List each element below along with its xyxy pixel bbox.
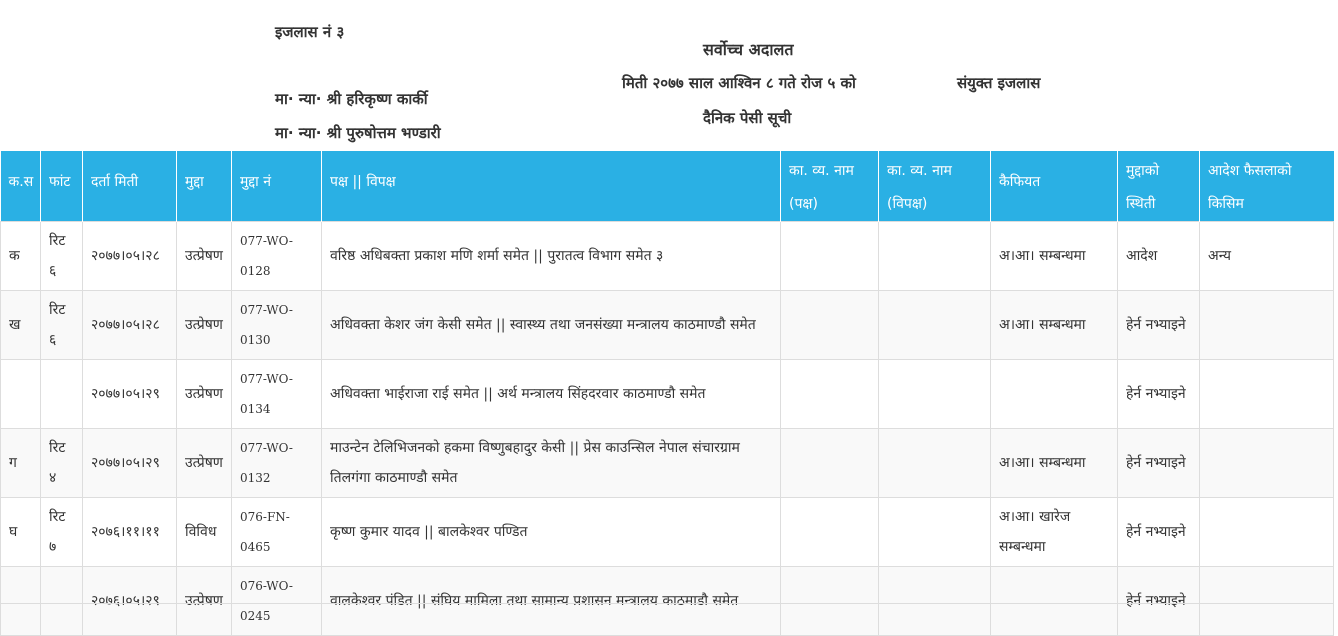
cell-case-number: 077-WO-0128 (232, 222, 322, 291)
cell-serial: क (1, 222, 41, 291)
cell-lawyer-plaintiff (781, 498, 879, 567)
list-title: दैनिक पेसी सूची (703, 109, 792, 127)
header-line: मुद्दाको (1126, 163, 1160, 179)
column-header-serial: क.स (1, 151, 41, 222)
cell-case-number: 077-WO-0130 (232, 291, 322, 360)
cell-section (41, 567, 83, 636)
cell-order-type (1200, 429, 1334, 498)
cell-serial: ख (1, 291, 41, 360)
header-line: किसिम (1208, 196, 1244, 212)
column-header-remarks: कैफियत (991, 151, 1118, 222)
cell-registration-date: २०७६।११।११ (83, 498, 177, 567)
header-line: स्थिती (1126, 196, 1156, 212)
cell-case-type: उत्प्रेषण (177, 429, 232, 498)
column-header-lawyer-plaintiff (781, 151, 879, 222)
judge-name: मा· न्या· श्री हरिकृष्ण कार्की (275, 90, 428, 108)
bench-type: संयुक्त इजलास (957, 74, 1041, 92)
cell-order-type (1200, 498, 1334, 567)
cell-registration-date: २०७७।०५।२९ (83, 360, 177, 429)
cell-section: रिट ६ (41, 222, 83, 291)
bench-number: इजलास नं ३ (275, 23, 345, 41)
cell-parties: वालकेश्वर पंडित || संघिय मामिला तथा सामान्य प्रशासन मन्त्रालय काठमाडौ समेत (322, 567, 781, 636)
cell-lawyer-plaintiff (781, 222, 879, 291)
cell-section: रिट ७ (41, 498, 83, 567)
table-row (1, 291, 1334, 360)
cell-registration-date: २०७७।०५।२८ (83, 222, 177, 291)
cell-serial (1, 360, 41, 429)
cell-lawyer-plaintiff (781, 360, 879, 429)
cell-case-status: हेर्न नभ्याइने (1118, 360, 1200, 429)
cell-section: रिट ४ (41, 429, 83, 498)
cell-case-number: 077-WO-0134 (232, 360, 322, 429)
column-header-case-status (1118, 151, 1200, 222)
cell-case-number: 077-WO-0132 (232, 429, 322, 498)
cell-serial (1, 567, 41, 636)
column-header-section: फांट (41, 151, 83, 222)
cell-serial: घ (1, 498, 41, 567)
cell-order-type: अन्य (1200, 222, 1334, 291)
court-name: सर्वोच्च अदालत (703, 40, 794, 59)
cell-parties: माउन्टेन टेलिभिजनको हकमा विष्णुबहादुर केसी || प्रेस काउन्सिल नेपाल संचारग्राम तिलगंगा काठमाण्डौ समेत (322, 429, 781, 498)
table-row (1, 222, 1334, 291)
cell-lawyer-defendant (879, 567, 991, 636)
cell-parties: अधिवक्ता भाईराजा राई समेत || अर्थ मन्त्रालय सिंहदरवार काठमाण्डौ समेत (322, 360, 781, 429)
cell-lawyer-plaintiff (781, 567, 879, 636)
column-header-case-number: मुद्दा नं (232, 151, 322, 222)
cell-registration-date: २०७६।०५।२९ (83, 567, 177, 636)
cell-lawyer-defendant (879, 498, 991, 567)
cell-remarks: अ।आ। खारेज सम्बन्धमा (991, 498, 1118, 567)
cell-lawyer-plaintiff (781, 429, 879, 498)
header-line: का. व्य. नाम (887, 163, 952, 179)
column-header-registration-date: दर्ता मिती (83, 151, 177, 222)
header-line: (पक्ष) (789, 196, 818, 212)
cell-case-number: 076-WO-0245 (232, 567, 322, 636)
cell-lawyer-defendant (879, 291, 991, 360)
cell-case-type: उत्प्रेषण (177, 567, 232, 636)
cell-case-type: उत्प्रेषण (177, 222, 232, 291)
table-header-row (1, 151, 1334, 222)
header-line: का. व्य. नाम (789, 163, 854, 179)
cell-case-status: हेर्न नभ्याइने (1118, 291, 1200, 360)
header-line: (विपक्ष) (887, 196, 928, 212)
cell-section: रिट ६ (41, 291, 83, 360)
cell-remarks: अ।आ। सम्बन्धमा (991, 429, 1118, 498)
cell-registration-date: २०७७।०५।२९ (83, 429, 177, 498)
column-header-order-type (1200, 151, 1334, 222)
cell-case-number: 076-FN-0465 (232, 498, 322, 567)
cell-case-type: उत्प्रेषण (177, 291, 232, 360)
cell-lawyer-plaintiff (781, 291, 879, 360)
cell-order-type (1200, 360, 1334, 429)
cell-lawyer-defendant (879, 222, 991, 291)
cell-parties: वरिष्ठ अधिबक्ता प्रकाश मणि शर्मा समेत || पुरातत्व विभाग समेत ३ (322, 222, 781, 291)
hearing-date: मिती २०७७ साल आश्विन ८ गते रोज ५ को (622, 74, 856, 92)
table-row (1, 498, 1334, 567)
header-line: आदेश फैसलाको (1208, 163, 1292, 179)
cell-order-type (1200, 291, 1334, 360)
cell-case-status: हेर्न नभ्याइने (1118, 567, 1200, 636)
table-row (1, 360, 1334, 429)
cell-case-status: हेर्न नभ्याइने (1118, 429, 1200, 498)
cell-remarks (991, 360, 1118, 429)
table-row (1, 567, 1334, 636)
cause-list-table (0, 151, 1334, 636)
cell-lawyer-defendant (879, 360, 991, 429)
cell-order-type (1200, 567, 1334, 636)
cell-case-type: विविध (177, 498, 232, 567)
table-row (1, 429, 1334, 498)
cell-registration-date: २०७७।०५।२८ (83, 291, 177, 360)
column-header-case-type: मुद्दा (177, 151, 232, 222)
cell-section (41, 360, 83, 429)
cell-lawyer-defendant (879, 429, 991, 498)
column-header-lawyer-defendant (879, 151, 991, 222)
cell-parties: अधिवक्ता केशर जंग केसी समेत || स्वास्थ्य तथा जनसंख्या मन्त्रालय काठमाण्डौ समेत (322, 291, 781, 360)
cell-case-type: उत्प्रेषण (177, 360, 232, 429)
cell-case-status: हेर्न नभ्याइने (1118, 498, 1200, 567)
cell-parties: कृष्ण कुमार यादव || बालकेश्वर पण्डित (322, 498, 781, 567)
column-header-parties: पक्ष || विपक्ष (322, 151, 781, 222)
cell-case-status: आदेश (1118, 222, 1200, 291)
cell-remarks: अ।आ। सम्बन्धमा (991, 291, 1118, 360)
judge-name: मा· न्या· श्री पुरुषोत्तम भण्डारी (275, 124, 441, 142)
cell-remarks: अ।आ। सम्बन्धमा (991, 222, 1118, 291)
cell-serial: ग (1, 429, 41, 498)
cell-remarks (991, 567, 1118, 636)
